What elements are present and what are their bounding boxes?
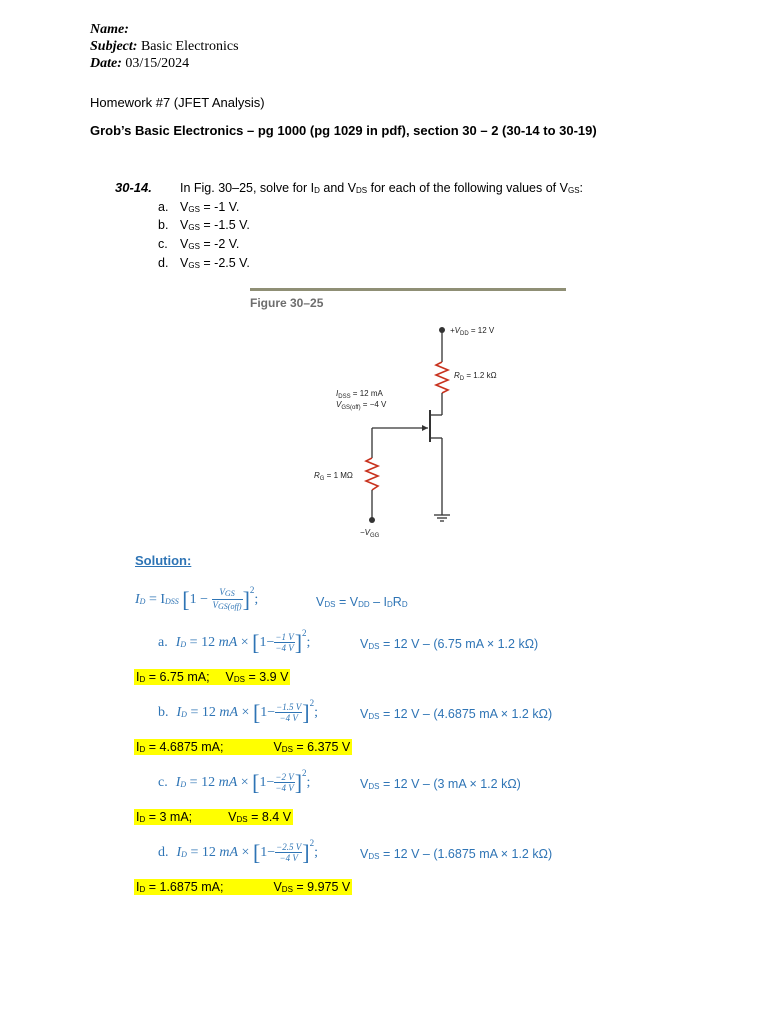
- part-prefix: = 12: [186, 705, 220, 720]
- item-letter: d.: [158, 256, 169, 270]
- rg-label: $R_G = 1$ MΩ: [314, 471, 353, 482]
- item-value: = -2.5 V.: [199, 256, 250, 270]
- result-id-sub: D: [139, 675, 146, 684]
- part-num: −2 V: [275, 772, 294, 783]
- subject-line: [90, 39, 239, 55]
- formula-eq: = I: [145, 592, 166, 607]
- vdd-terminal: [439, 327, 445, 333]
- result-vds-var: V: [273, 880, 282, 894]
- part-id-sub: D: [181, 850, 187, 859]
- result-vds-sub: DS: [281, 745, 293, 754]
- part-b-id-calc: b. ID = 12 mA × [1− $\frac{-1.5 V}{-4 V}$ ]$^2$;: [158, 698, 318, 725]
- statement-part1: In Fig. 30–25, solve for I: [180, 181, 315, 195]
- part-times: ×: [238, 845, 253, 860]
- formula-id-sub: D: [139, 597, 146, 606]
- part-a-id-calc: a. ID = 12 mA × [1− $\frac{-1 V}{-4 V}$ ]$^2$;: [158, 628, 311, 655]
- part-c-vds-calc: [360, 777, 521, 791]
- result-id: = 1.6875 mA;: [145, 880, 224, 894]
- result-vds-sub: DS: [281, 885, 293, 894]
- result-id: = 4.6875 mA;: [145, 740, 224, 754]
- formula-semicolon: ;: [254, 592, 259, 607]
- part-prefix: = 12: [186, 845, 220, 860]
- part-vds-calc: = 12 V – (6.75 mA × 1.2 kΩ): [379, 637, 539, 651]
- result-id: = 6.75 mA;: [145, 670, 210, 684]
- date-label: Date:: [90, 56, 122, 71]
- part-num: −2.5 V: [276, 842, 302, 853]
- statement-end: :: [579, 181, 584, 195]
- formula-fraction: [212, 587, 243, 612]
- formula-exp: 2: [249, 585, 255, 595]
- result-vds-sub: DS: [233, 675, 246, 684]
- subject-value: Basic Electronics: [140, 39, 239, 54]
- part-prefix: = 12: [186, 775, 219, 790]
- result-id-sub: D: [139, 885, 146, 894]
- part-letter: d.: [158, 845, 169, 860]
- part-letter: a.: [158, 635, 168, 650]
- part-id-var: I: [176, 705, 182, 720]
- vds-formula: [316, 595, 408, 609]
- vds-formula-v: V: [316, 595, 325, 609]
- statement-sub3: GS: [567, 186, 580, 195]
- problem-item-b: [158, 218, 250, 232]
- part-d-result: [134, 879, 352, 895]
- item-letter: a.: [158, 200, 169, 214]
- item-value: = -1 V.: [199, 200, 240, 214]
- result-vds-var: V: [273, 740, 282, 754]
- part-exp: 2: [309, 838, 315, 848]
- idss-label: $I_{DSS} = 12$ mA: [336, 389, 383, 400]
- result-id: = 3 mA;: [145, 810, 193, 824]
- part-b-result: [134, 739, 352, 755]
- vds-formula-sub2: DD: [358, 600, 370, 609]
- part-letter: b.: [158, 705, 169, 720]
- reference-line: Grob’s Basic Electronics – pg 1000 (pg 1029 in pdf), section 30 – 2 (30-14 to 30-19): [90, 123, 597, 138]
- part-times: ×: [237, 635, 253, 650]
- item-var: V: [180, 200, 189, 214]
- formula-den-sub: GS(off): [218, 602, 242, 612]
- name-line: [90, 22, 129, 38]
- vgsoff-label: $V_{GS(off)} = -4$ V: [336, 400, 387, 411]
- part-b-vds-calc: [360, 707, 552, 721]
- part-c-id-calc: c. ID = 12 mA × [1− $\frac{-2 V}{-4 V}$ ]$^2$;: [158, 768, 311, 795]
- part-vds-calc: = 12 V – (4.6875 mA × 1.2 kΩ): [379, 707, 553, 721]
- result-vds-var: V: [225, 670, 234, 684]
- vgg-label: $-V_{GG}$: [360, 528, 380, 539]
- part-times: ×: [238, 705, 253, 720]
- result-vds: = 8.4 V: [247, 810, 292, 824]
- statement-sub2: DS: [356, 186, 368, 195]
- part-vds-sub: DS: [368, 782, 380, 791]
- part-exp: 2: [302, 768, 307, 778]
- formula-den: V: [212, 600, 219, 611]
- part-vds-sub: DS: [368, 642, 380, 651]
- problem-item-a: [158, 200, 240, 214]
- part-id-var: I: [175, 775, 181, 790]
- item-sub: GS: [188, 205, 200, 214]
- item-var: V: [180, 256, 189, 270]
- part-d-vds-calc: [360, 847, 552, 861]
- part-den: −4 V: [275, 643, 294, 654]
- part-unit: mA: [219, 705, 239, 720]
- circuit-diagram: [250, 310, 566, 550]
- date-value: 03/15/2024: [125, 56, 190, 71]
- formula-idss-sub: DSS: [165, 597, 179, 606]
- part-id-sub: D: [180, 780, 187, 789]
- problem-item-c: [158, 237, 240, 251]
- part-a-vds-calc: [360, 637, 538, 651]
- result-id-var: I: [136, 810, 140, 824]
- part-den: −4 V: [275, 783, 294, 794]
- part-den: −4 V: [279, 713, 298, 724]
- result-vds-var: V: [228, 810, 237, 824]
- statement-part3: for each of the following values of V: [367, 181, 568, 195]
- part-vds-sub: DS: [368, 852, 380, 861]
- item-value: = -2 V.: [199, 237, 240, 251]
- vds-formula-sub4: D: [401, 600, 408, 609]
- result-id-sub: D: [139, 815, 146, 824]
- part-unit: mA: [219, 845, 239, 860]
- problem-statement: [180, 181, 583, 195]
- resistor-rd: [436, 362, 448, 393]
- result-id-sub: D: [139, 745, 146, 754]
- result-id-var: I: [136, 740, 140, 754]
- part-prefix: = 12: [186, 635, 219, 650]
- part-c-result: [134, 809, 293, 825]
- part-num: −1.5 V: [276, 702, 302, 713]
- part-vds-calc: = 12 V – (3 mA × 1.2 kΩ): [379, 777, 521, 791]
- vds-formula-rest2: – I: [369, 595, 387, 609]
- resistor-rg: [366, 458, 378, 490]
- part-vds-var: V: [360, 707, 369, 721]
- name-label: Name:: [90, 22, 129, 37]
- part-exp: 2: [309, 698, 315, 708]
- homework-title: Homework #7 (JFET Analysis): [90, 95, 265, 110]
- result-vds: = 3.9 V: [245, 670, 289, 684]
- vds-formula-sub3: D: [387, 600, 393, 609]
- result-id-var: I: [136, 670, 140, 684]
- part-den: −4 V: [279, 853, 298, 864]
- formula-one: 1 −: [189, 592, 209, 607]
- part-unit: mA: [218, 635, 238, 650]
- formula-id: ID = IDSS [1 − $\frac{\text{VGS}}{\text{VGS(off)}}$ ]$^2$;: [135, 585, 259, 612]
- part-unit: mA: [218, 775, 238, 790]
- gate-arrow-icon: [422, 425, 428, 431]
- vds-formula-sub: DS: [324, 600, 336, 609]
- part-letter: c.: [158, 775, 168, 790]
- subject-label: Subject:: [90, 39, 138, 54]
- item-sub: GS: [188, 261, 200, 270]
- part-times: ×: [237, 775, 253, 790]
- statement-sub1: D: [314, 186, 320, 195]
- part-a-result: [134, 669, 290, 685]
- statement-part2: and V: [319, 181, 357, 195]
- part-id-sub: D: [181, 710, 187, 719]
- part-vds-calc: = 12 V – (1.6875 mA × 1.2 kΩ): [379, 847, 553, 861]
- part-vds-var: V: [360, 847, 369, 861]
- result-id-var: I: [136, 880, 140, 894]
- problem-number: 30-14.: [115, 180, 152, 195]
- part-d-id-calc: d. ID = 12 mA × [1− $\frac{-2.5 V}{-4 V}$ ]$^2$;: [158, 838, 318, 865]
- rd-label: $R_D = 1.2$ kΩ: [454, 371, 497, 382]
- vdd-label: $+V_{DD} = 12$ V: [450, 326, 495, 337]
- part-vds-var: V: [360, 637, 369, 651]
- item-var: V: [180, 237, 189, 251]
- result-vds: = 6.375 V: [292, 740, 351, 754]
- part-vds-sub: DS: [368, 712, 380, 721]
- vds-formula-rest3: R: [392, 595, 402, 609]
- item-letter: b.: [158, 218, 169, 232]
- result-vds: = 9.975 V: [292, 880, 351, 894]
- problem-item-d: [158, 256, 250, 270]
- result-vds-sub: DS: [236, 815, 248, 824]
- vgg-terminal: [369, 517, 375, 523]
- item-var: V: [180, 218, 189, 232]
- part-id-var: I: [175, 635, 181, 650]
- figure-title: Figure 30–25: [250, 296, 324, 310]
- vds-formula-rest: = V: [335, 595, 359, 609]
- part-vds-var: V: [360, 777, 369, 791]
- part-num: −1 V: [275, 632, 294, 643]
- item-value: = -1.5 V.: [199, 218, 250, 232]
- figure-rule: [250, 288, 566, 291]
- formula-num: V: [219, 587, 225, 598]
- part-exp: 2: [302, 628, 307, 638]
- formula-num-sub: GS: [224, 589, 235, 599]
- item-sub: GS: [188, 242, 200, 251]
- part-id-sub: D: [180, 640, 187, 649]
- formula-id-var: I: [135, 592, 140, 607]
- item-letter: c.: [158, 237, 168, 251]
- item-sub: GS: [188, 223, 200, 232]
- solution-heading: Solution:: [135, 553, 192, 568]
- date-line: [90, 56, 189, 72]
- part-id-var: I: [176, 845, 182, 860]
